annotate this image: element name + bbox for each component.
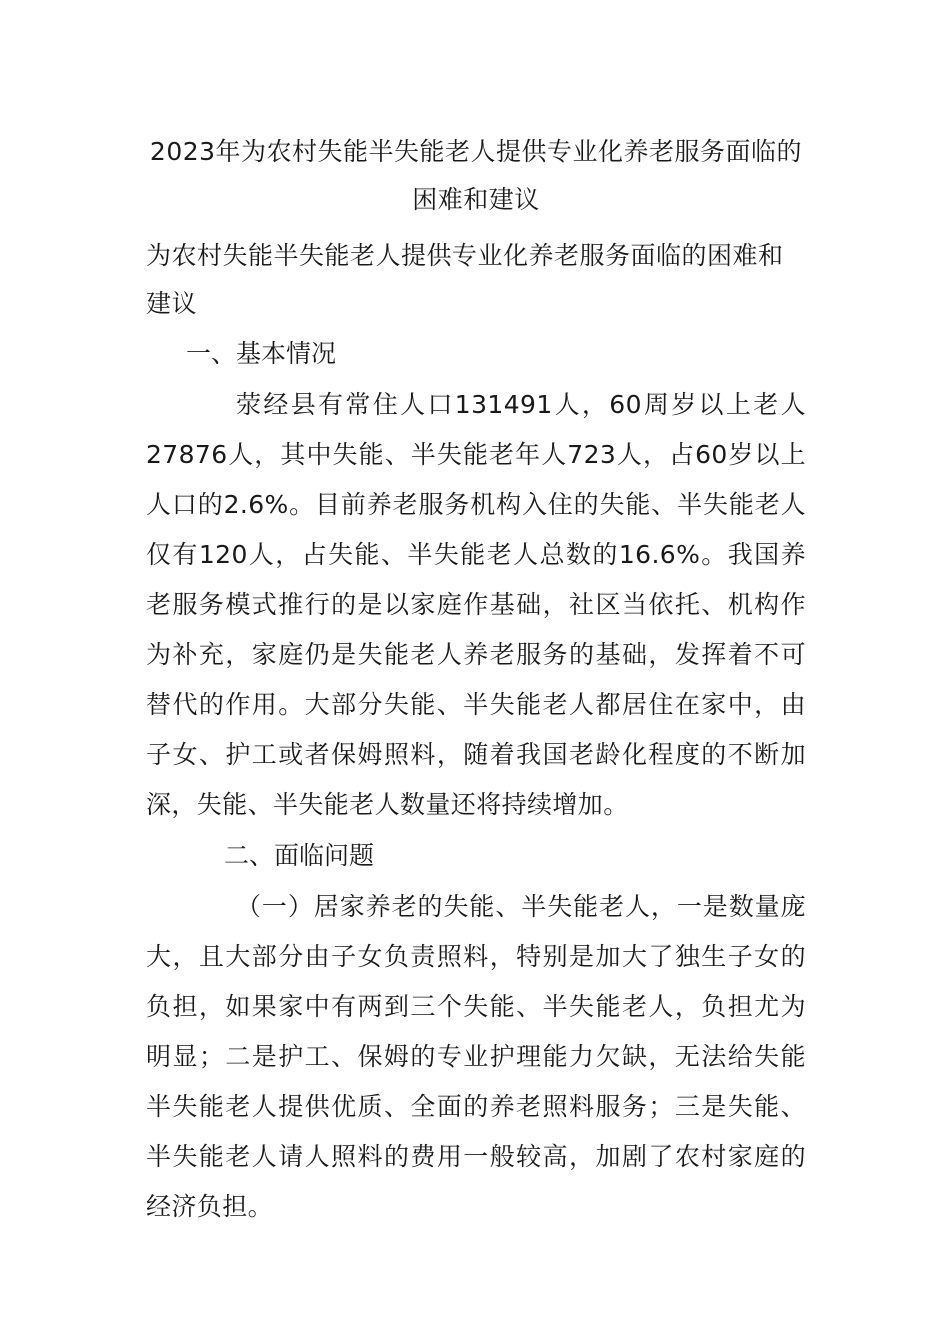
document-body: [146, 128, 806, 1232]
section-heading-basic-situation: 一、基本情况: [186, 339, 337, 368]
section-heading-problems: 二、面临问题: [224, 841, 375, 870]
document-subtitle: 为农村失能半失能老人提供专业化养老服务面临的困难和建议: [146, 241, 784, 318]
section-paragraph-problems: （一）居家养老的失能、半失能老人，一是数量庞大，且大部分由子女负责照料，特别是加大了独生子女的负担，如果家中有两到三个失能、半失能老人，负担尤为明显；二是护工、保姆的专业护理能力欠缺，无法给失能半失能老人提供优质、全面的养老照料服务；三是失能、半失能老人请人照料的费用一般较高，加剧了农村家庭的经济负担。: [146, 892, 806, 1221]
document-title: 2023年为农村失能半失能老人提供专业化养老服务面临的困难和建议: [149, 137, 803, 214]
section-paragraph-basic-situation: 荥经县有常住人口131491人，60周岁以上老人27876人，其中失能、半失能老年人723人，占60岁以上人口的2.6%。目前养老服务机构入住的失能、半失能老人仅有120人，占失能、半失能老人总数的16.6%。我国养老服务模式推行的是以家庭作基础，社区当依托、机构作为补充，家庭仍是失能老人养老服务的基础，发挥着不可替代的作用。大部分失能、半失能老人都居住在家中，由子女、护工或者保姆照料，随着我国老龄化程度的不断加深，失能、半失能老人数量还将持续增加。: [146, 390, 806, 819]
